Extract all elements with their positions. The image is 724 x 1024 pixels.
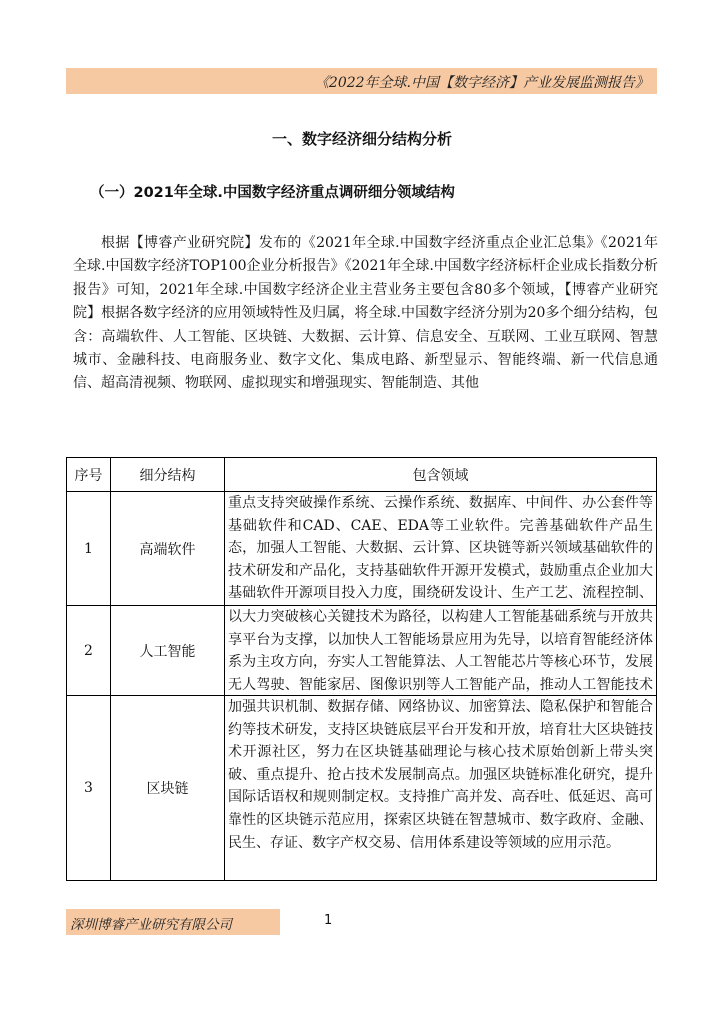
company-name: 深圳博睿产业研究有限公司 xyxy=(70,917,232,933)
row-name: 人工智能 xyxy=(111,606,225,696)
row-content: 重点支持突破操作系统、云操作系统、数据库、中间件、办公套件等基础软件和CAD、CAE、EDA等工业软件。完善基础软件产品生态，加强人工智能、大数据、云计算、区块链等新兴领域基础软件的技术研发和产品化，支持基础软件开源开发模式，鼓励重点企业加大基础软件开源项目投入力度，围绕研发设计、生产工艺、流程控制、 xyxy=(228,495,653,602)
header-domains: 包含领域 xyxy=(225,458,657,492)
table-row xyxy=(67,492,657,606)
row-content-cell xyxy=(225,606,657,696)
header-index: 序号 xyxy=(67,458,111,492)
row-index: 3 xyxy=(67,696,111,881)
row-content-cell xyxy=(225,492,657,606)
table-row xyxy=(67,696,657,881)
section-title: 一、数字经济细分结构分析 xyxy=(271,130,452,148)
row-index: 1 xyxy=(67,492,111,606)
row-index: 2 xyxy=(67,606,111,696)
row-name: 高端软件 xyxy=(111,492,225,606)
header-band xyxy=(66,68,657,94)
row-content: 加强共识机制、数据存储、网络协议、加密算法、隐私保护和智能合约等技术研发，支持区块链底层平台开发和开放，培育壮大区块链技术开源社区，努力在区块链基础理论与核心技术原始创新上带头突破、重点提升、抢占技术发展制高点。加强区块链标准化研究，提升国际话语权和规则制定权。支持推广高并发、高吞吐、低延迟、高可靠性的区块链示范应用，探索区块链在智慧城市、数字政府、金融、民生、存证、数字产权交易、信用体系建设等领域的应用示范。 xyxy=(228,699,653,851)
row-name: 区块链 xyxy=(111,696,225,881)
segment-table xyxy=(66,457,657,881)
subsection-title: （一）2021年全球.中国数字经济重点调研细分领域结构 xyxy=(90,185,455,201)
page-number: 1 xyxy=(324,913,333,928)
report-title: 《2022年全球.中国【数字经济】产业发展监测报告》 xyxy=(314,75,649,91)
intro-paragraph: 根据【博睿产业研究院】发布的《2021年全球.中国数字经济重点企业汇总集》《2021年全球.中国数字经济TOP100企业分析报告》《2021年全球.中国数字经济标杆企业成长指数分析报告》可知，2021年全球.中国数字经济企业主营业务主要包含80多个领域，【博睿产业研究院】根据各数字经济的应用领域特性及归属，将全球.中国数字经济分别为20多个细分结构，包含：高端软件、人工智能、区块链、大数据、云计算、信息安全、互联网、工业互联网、智慧城市、金融科技、电商服务业、数字文化、集成电路、新型显示、智能终端、新一代信息通信、超高清视频、物联网、虚拟现实和增强现实、智能制造、其他 xyxy=(73,235,658,392)
table-row xyxy=(67,606,657,696)
header-structure: 细分结构 xyxy=(111,458,225,492)
table-header-row xyxy=(67,458,657,492)
footer-band xyxy=(66,909,280,935)
row-content-cell xyxy=(225,696,657,881)
row-content: 以大力突破核心关键技术为路径，以构建人工智能基础系统与开放共享平台为支撑，以加快人工智能场景应用为先导，以培育智能经济体系为主攻方向，夯实人工智能算法、人工智能芯片等核心环节，发展无人驾驶、智能家居、图像识别等人工智能产品，推动人工智能技术 xyxy=(228,609,653,693)
